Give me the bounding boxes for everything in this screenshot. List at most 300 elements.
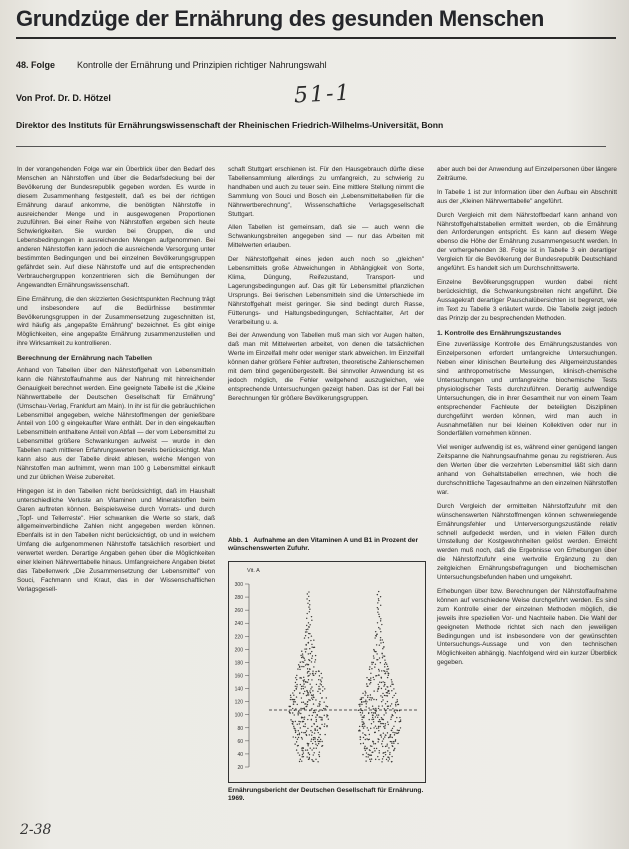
data-dot [375,743,376,744]
data-dot [365,691,366,692]
data-dot [310,688,311,689]
data-dot [324,688,325,689]
data-dot [310,741,311,742]
data-dot [300,721,301,722]
data-dot [306,629,307,630]
data-dot [381,688,382,689]
data-dot [377,622,378,623]
data-dot [373,721,374,722]
data-dot [395,740,396,741]
paragraph: schaft Stuttgart erschienen ist. Für den Hausgebrauch dürfte diese Tabellensammlung allerdings zu umfangreich, zu schwierig zu handhaben und auch zu teuer sein. Eine mittlere Stellung nimmt die Sammlung von Souci und Bosch ein „Lebensmitteltabellen für die Nährwertberechnung", Wissenschaftliche Verlagsgesellschaft Stuttgart. [228,166,424,218]
data-dot [369,719,370,720]
data-dot [360,736,361,737]
data-dot [317,726,318,727]
data-dot [294,699,295,700]
data-dot [359,726,360,727]
data-dot [360,708,361,709]
data-dot [365,750,366,751]
data-dot [381,624,382,625]
data-dot [322,686,323,687]
data-dot [314,661,315,662]
data-dot [388,675,389,676]
data-dot [378,591,379,592]
data-dot [365,735,366,736]
data-dot [313,675,314,676]
data-dot [327,706,328,707]
data-dot [365,699,366,700]
tick-label: 220 [234,634,243,641]
data-dot [373,649,374,650]
data-dot [399,717,400,718]
data-dot [305,635,306,636]
tick-label: 160 [234,673,243,680]
data-dot [387,743,388,744]
paragraph: Durch Vergleich mit dem Nährstoffbedarf kann anhand von Nährstoffgehaltstabellen ermittelt werden, ob die Ernährung den Anforderungen entspricht. Es kann auf diesem Wege ebenso die Höhe der Ernährung zusammengesucht werden. In der vorhergehenden 38. Folge ist in Tabelle 3 ein derartiger Vergleich für die Bevölkerung der Bundesrepublik Deutschland angeführt. Es handelt sich um Durchschnittswerte. [437,211,617,273]
data-dot [297,734,298,735]
data-dot [313,666,314,667]
data-dot [391,679,392,680]
data-dot [328,719,329,720]
data-dot [314,729,315,730]
data-dot [320,693,321,694]
data-dot [394,734,395,735]
data-dot [379,726,380,727]
data-dot [299,723,300,724]
data-dot [316,714,317,715]
paragraph: Bei der Anwendung von Tabellen muß man sich vor Augen halten, daß man mit Mittelwerten arbeitet, von denen die tatsächlichen Werte im Einzelfall mehr oder weniger stark abweichen. Im Einzelfall können daher größere Fehler auftreten, theoretische Zahlenschemen mit dem blind gegenübergestellt. Bei sinnvoller Anwendung ist es jedoch möglich, die Fehler weitgehend auszugleichen, wie entsprechende Untersuchungen gezeigt haben. Das ist der Fall bei Berechnungen für größere Bevölkerungsgruppen. [228,332,424,402]
data-dot [383,719,384,720]
data-dot [298,710,299,711]
handwritten-annotation: 51-1 [293,80,353,109]
data-dot [388,757,389,758]
data-dot [297,738,298,739]
data-dot [308,694,309,695]
data-dot [359,705,360,706]
data-dot [307,593,308,594]
header-rule [16,146,606,147]
data-dot [308,642,309,643]
data-dot [389,754,390,755]
figure-title [228,537,424,554]
data-dot [382,697,383,698]
data-dot [320,739,321,740]
data-dot [388,760,389,761]
data-dot [307,629,308,630]
data-dot [304,648,305,649]
paragraph: In der vorangehenden Folge war ein Überblick über den Bedarf des Menschen an Nährstoffen und über die Bedarfsdeckung bei der Bevölkerung der Bundesrepublik gegeben worden. Es wurde in diesem Zusammenhang festgestellt, daß es bei der richtigen Ernährung darauf ankomme, die benötigten Nährstoffe in ausreichender Menge und in ausgewogenen Proportionen zuzuführen. Bei einer Reihe von Nährstoffen ergeben sich heute Schwierigkeiten. Sie wurden bei Gruppen, die und Lebensbedingungen in ausreichenden Mengen aufgenommen. Bei anderen Nährstoffen kann jedoch die ausreichende Versorgung unter bestimmten Bedingungen und bei einzelnen Bevölkerungsgruppen gefährdet sein. Auf diese Nährstoffe und auf die entsprechenden Verbrauchergruppen konzentrieren sich die Bemühungen der Angewandten Ernährungswissenschaft. [17,166,215,289]
data-dot [378,674,379,675]
data-dot [297,745,298,746]
data-dot [311,726,312,727]
data-dot [294,690,295,691]
data-dot [309,600,310,601]
data-dot [362,693,363,694]
data-dot [314,728,315,729]
data-dot [373,662,374,663]
data-dot [311,749,312,750]
data-dot [294,728,295,729]
data-dot [322,710,323,711]
data-dot [294,714,295,715]
data-dot [317,730,318,731]
data-dot [302,717,303,718]
data-dot [364,726,365,727]
data-dot [296,741,297,742]
data-dot [319,756,320,757]
data-dot [385,689,386,690]
data-dot [365,760,366,761]
data-dot [299,677,300,678]
data-dot [300,684,301,685]
data-dot [383,646,384,647]
data-dot [377,607,378,608]
data-dot [293,721,294,722]
data-dot [361,704,362,705]
data-dot [300,713,301,714]
data-dot [308,622,309,623]
data-dot [312,743,313,744]
data-dot [303,666,304,667]
data-dot [392,745,393,746]
paragraph: Eine Ernährung, die den skizzierten Gesichtspunkten Rechnung trägt und insbesondere auf die Bedürfnisse bestimmter Bevölkerungsgruppen in der Zusammensetzung zugeschnitten ist, wird häufig als „angepaßte Ernährung" bezeichnet. Es gibt einige Möglichkeiten, eine angepaßte Ernährung zusammenzustellen und ihre Wirksamkeit zu kontrollieren. [17,295,215,348]
data-dot [318,754,319,755]
data-dot [375,664,376,665]
data-dot [376,644,377,645]
section-heading: Berechnung der Ernährung nach Tabellen [17,355,153,363]
data-dot [307,682,308,683]
data-dot [367,697,368,698]
data-dot [311,661,312,662]
data-dot [380,662,381,663]
data-dot [302,686,303,687]
data-dot [308,671,309,672]
data-dot [324,726,325,727]
data-dot [299,761,300,762]
data-dot [309,690,310,691]
data-dot [364,746,365,747]
data-dot [395,705,396,706]
paragraph: Anhand von Tabellen über den Nährstoffgehalt von Lebensmitteln kann die Nährstoffaufnahme aus der Nahrung mit hinreichender Genauigkeit berechnet werden. Eine geeignete Tabelle ist die „Kleine Nährwerttabelle der Deutschen Gesellschaft für Ernährung" (Umschau-Verlag, Frankfurt am Main). In ihr ist für die gebräuchlichen Lebensmittel angegeben, welche Nährstoffmengen der genießbare Anteil von 100 g eingekaufter Ware enthält. Der in den eingekauften Lebensmitteln enthaltene Anteil von Abfall — der vom Lebensmittel zu Lebensmittel größere Schwankungen aufweist — wurde in den Tabellen nach mittleren Erfahrungswerten bereits berücksichtigt. Man kann also aus der Tabelle direkt ablesen, welche Mengen von Nährstoffen man aufnimmt, wenn man 100 g Lebensmittel einkauft und zur üblichen Weise zubereitet. [17,367,215,481]
data-dot [391,756,392,757]
data-dot [367,686,368,687]
data-dot [390,686,391,687]
data-dot [395,693,396,694]
data-dot [376,748,377,749]
data-dot [311,651,312,652]
data-dot [363,727,364,728]
text-column-3 [437,166,617,673]
data-dot [302,750,303,751]
data-dot [387,666,388,667]
data-dot [377,756,378,757]
data-dot [382,746,383,747]
data-dot [373,657,374,658]
data-dot [375,732,376,733]
data-dot [305,749,306,750]
data-dot [312,732,313,733]
series-number: 48. Folge [16,60,56,70]
data-dot [295,677,296,678]
data-dot [394,710,395,711]
data-dot [303,661,304,662]
data-dot [362,732,363,733]
data-dot [308,637,309,638]
data-dot [366,747,367,748]
data-dot [305,664,306,665]
data-dot [387,721,388,722]
data-dot [395,712,396,713]
data-dot [318,670,319,671]
data-dot [369,759,370,760]
data-dot [397,729,398,730]
data-dot [395,704,396,705]
text-column-2 [228,166,424,409]
data-dot [314,752,315,753]
data-dot [309,609,310,610]
data-dot [295,701,296,702]
data-dot [398,730,399,731]
data-dot [387,677,388,678]
data-dot [373,655,374,656]
data-dot [382,681,383,682]
data-dot [389,758,390,759]
data-dot [314,723,315,724]
data-dot [305,723,306,724]
data-dot [311,686,312,687]
data-dot [320,717,321,718]
data-dot [296,679,297,680]
data-dot [369,666,370,667]
data-dot [309,633,310,634]
data-dot [373,727,374,728]
data-dot [315,741,316,742]
data-dot [392,737,393,738]
data-dot [391,741,392,742]
data-dot [392,708,393,709]
data-dot [393,695,394,696]
data-dot [307,749,308,750]
data-dot [312,715,313,716]
data-dot [369,699,370,700]
data-dot [292,699,293,700]
data-dot [382,740,383,741]
data-dot [292,692,293,693]
data-dot [366,703,367,704]
data-dot [369,683,370,684]
data-dot [360,743,361,744]
data-dot [326,726,327,727]
data-dot [309,668,310,669]
data-dot [303,677,304,678]
data-dot [293,703,294,704]
data-dot [375,725,376,726]
data-dot [400,727,401,728]
data-dot [376,699,377,700]
data-dot [386,664,387,665]
data-dot [380,631,381,632]
data-dot [314,738,315,739]
data-dot [303,752,304,753]
data-dot [396,732,397,733]
page-number: 2-38 [20,822,52,838]
data-dot [318,710,319,711]
data-dot [308,659,309,660]
data-dot [381,719,382,720]
data-dot [369,750,370,751]
data-dot [384,727,385,728]
data-dot [327,715,328,716]
data-dot [372,706,373,707]
data-dot [307,704,308,705]
data-dot [309,715,310,716]
data-dot [367,695,368,696]
data-dot [304,691,305,692]
data-dot [385,723,386,724]
figure-title-text: Aufnahme an den Vitaminen A und B1 in Prozent der wünschenswerten Zufuhr. [228,537,419,553]
data-dot [296,675,297,676]
data-dot [390,734,391,735]
data-dot [373,679,374,680]
data-dot [371,668,372,669]
data-dot [399,721,400,722]
data-dot [313,739,314,740]
data-dot [393,743,394,744]
data-dot [400,719,401,720]
author-line: Von Prof. Dr. D. Hötzel [16,93,111,103]
data-dot [359,729,360,730]
data-dot [314,647,315,648]
data-dot [317,761,318,762]
tick-label: 120 [234,699,243,706]
data-dot [378,598,379,599]
data-dot [375,759,376,760]
tick-label: 240 [234,621,243,628]
paragraph: Hingegen ist in den Tabellen nicht berücksichtigt, daß im Haushalt unterschiedliche Verluste an Vitaminen und Mineralstoffen beim Garen auftreten können. Beispielsweise durch Vorrats- und durch „Topf- und Tellerreste". Hier schwanken die Werte so stark, daß allgemeinverbindliche Zahlen nicht angegeben werden können. Ebenfalls ist in den Tabellen nicht berücksichtigt, ob und in welchem Umfang die aufgenommenen Nährstoffe tatsächlich resorbiert und verwertet werden. Derartige Angaben gehen über die Möglichkeiten einer kleinen Nährwerttabelle hinaus. Umfangreichere Angaben bietet das Tabellenwerk „Die Zusammensetzung der Lebensmittel" von Souci, Fachmann und Kraut, das in der Wissenschaftlichen Verlagsgesell- [17,487,215,593]
data-dot [362,717,363,718]
data-dot [370,680,371,681]
data-dot [292,723,293,724]
paragraph: Durch Vergleich der ermittelten Nährstoffzufuhr mit den wünschenswerten Nährstoffmengen können schwerwiegende Ernährungsfehler und Unterversorgungszustände relativ schnell aufgedeckt werden, und in vielen Fällen durch Umstellung der Kostgewohnheiten gelöst werden. Erreicht werden muß noch, daß die Ergebnisse von Erhebungen über die Nährstoffzufuhr eine wertvolle Ergänzung zu den zeitgleichen Ernährungsbefragungen und biochemischen Untersuchungsbefunden haben und umgekehrt. [437,502,617,582]
data-dot [324,734,325,735]
figure-plot [228,561,426,783]
data-dot [358,704,359,705]
data-dot [315,744,316,745]
data-dot [375,708,376,709]
data-dot [299,734,300,735]
data-dot [379,657,380,658]
data-dot [364,715,365,716]
data-dot [375,631,376,632]
data-dot [304,637,305,638]
data-dot [386,759,387,760]
data-dot [381,743,382,744]
data-dot [314,737,315,738]
data-dot [370,682,371,683]
data-dot [308,591,309,592]
data-dot [307,719,308,720]
data-dot [314,712,315,713]
data-dot [324,708,325,709]
data-dot [363,721,364,722]
data-dot [381,736,382,737]
data-dot [303,726,304,727]
data-dot [318,686,319,687]
data-dot [308,606,309,607]
data-dot [321,697,322,698]
data-dot [313,761,314,762]
tick-label: 20 [237,765,243,771]
data-dot [313,697,314,698]
data-dot [361,719,362,720]
data-dot [395,702,396,703]
data-dot [374,637,375,638]
data-dot [308,679,309,680]
data-dot [315,671,316,672]
data-dot [383,756,384,757]
data-dot [300,655,301,656]
data-dot [290,719,291,720]
data-dot [371,758,372,759]
data-dot [313,754,314,755]
data-dot [389,752,390,753]
data-dot [320,683,321,684]
data-dot [366,738,367,739]
distribution-clouds [269,591,419,763]
data-dot [315,699,316,700]
data-dot [383,732,384,733]
data-dot [311,734,312,735]
data-dot [305,631,306,632]
data-dot [393,726,394,727]
data-dot [386,671,387,672]
data-dot [322,690,323,691]
data-dot [388,668,389,669]
data-dot [368,707,369,708]
data-dot [314,732,315,733]
data-dot [369,734,370,735]
data-dot [390,719,391,720]
paragraph: Einzelne Bevölkerungsgruppen wurden dabei nicht berücksichtigt, die Schwankungsbreiten nicht angeführt. Die Aussagekraft derartiger Pauschalübersichten ist begrenzt, wie im Text zu Tabelle 3 erläutert wurde. Die Tabelle zeigt jedoch das Prinzip der zu besprechenden Methoden. [437,278,617,322]
data-dot [309,604,310,605]
data-dot [381,670,382,671]
data-dot [306,730,307,731]
data-dot [394,732,395,733]
data-dot [295,737,296,738]
data-dot [326,697,327,698]
data-dot [388,673,389,674]
data-dot [311,679,312,680]
data-dot [298,730,299,731]
data-dot [319,741,320,742]
data-dot [366,752,367,753]
data-dot [301,677,302,678]
data-dot [312,690,313,691]
data-dot [390,705,391,706]
data-dot [299,754,300,755]
data-dot [380,723,381,724]
data-dot [371,723,372,724]
data-dot [378,721,379,722]
data-dot [384,659,385,660]
data-dot [379,616,380,617]
data-dot [362,697,363,698]
data-dot [378,726,379,727]
data-dot [311,739,312,740]
data-dot [384,736,385,737]
data-dot [296,749,297,750]
data-dot [363,723,364,724]
data-dot [304,703,305,704]
